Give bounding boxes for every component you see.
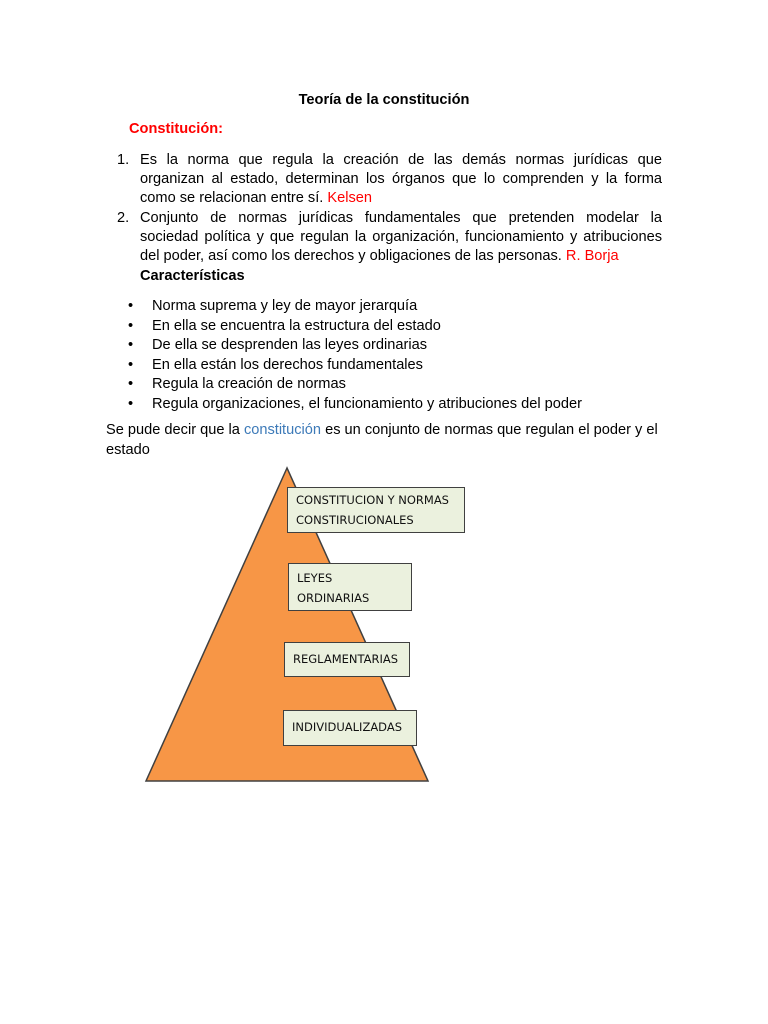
list-item-text: Regula la creación de normas <box>152 376 346 392</box>
pyramid-level-regulatory <box>284 642 410 677</box>
bullet-icon: • <box>128 298 134 314</box>
characteristics-heading: Características <box>140 268 245 284</box>
bullet-icon: • <box>128 337 134 353</box>
bullet-icon: • <box>128 356 134 373</box>
level-label: ORDINARIAS <box>297 591 370 605</box>
level-label: CONSTIRUCIONALES <box>296 513 414 527</box>
document-title: Teoría de la constitución <box>298 92 470 108</box>
bullet-icon: • <box>128 395 134 412</box>
pyramid-level-individualized <box>283 710 417 746</box>
list-item-text: Regula organizaciones, el funcionamiento y atribuciones del poder <box>152 395 582 412</box>
level-label: LEYES <box>297 571 333 585</box>
definition-text: Conjunto de normas jurídicas fundamentales que pretenden modelar la sociedad política y que regulan la organización, funcionamiento y atribuciones del poder, así como los derechos y obligaciones de las personas. <box>140 209 662 265</box>
list-number: 1. <box>117 152 130 168</box>
bullet-icon: • <box>128 376 134 392</box>
definition-author: Kelsen <box>327 190 373 207</box>
conclusion-text: es un conjunto de normas que regulan el poder y el estado <box>106 422 658 458</box>
conclusion-text: Se pude decir que la <box>106 422 240 438</box>
pyramid-level-constitution <box>287 487 465 533</box>
list-item-text: En ella están los derechos fundamentales <box>152 356 423 373</box>
list-item-text: De ella se desprenden las leyes ordinarias <box>152 337 428 353</box>
list-item-text: En ella se encuentra la estructura del estado <box>152 317 441 334</box>
list-number: 2. <box>117 209 130 226</box>
highlighted-term: constitución <box>243 422 322 438</box>
definition-text: Es la norma que regula la creación de las demás normas jurídicas que organizan al estado, determinan los órganos que lo comprenden y la forma como se relacionan entre sí. <box>140 152 662 207</box>
pyramid-level-ordinary-laws <box>288 563 412 611</box>
level-label: CONSTITUCION Y NORMAS <box>296 493 449 507</box>
section-subtitle: Constitución: <box>129 121 224 137</box>
definition-author: R. Borja <box>565 248 619 265</box>
level-label: REGLAMENTARIAS <box>293 652 399 666</box>
level-label: INDIVIDUALIZADAS <box>292 720 403 734</box>
list-item-text: Norma suprema y ley de mayor jerarquía <box>152 298 418 314</box>
bullet-icon: • <box>128 317 134 334</box>
